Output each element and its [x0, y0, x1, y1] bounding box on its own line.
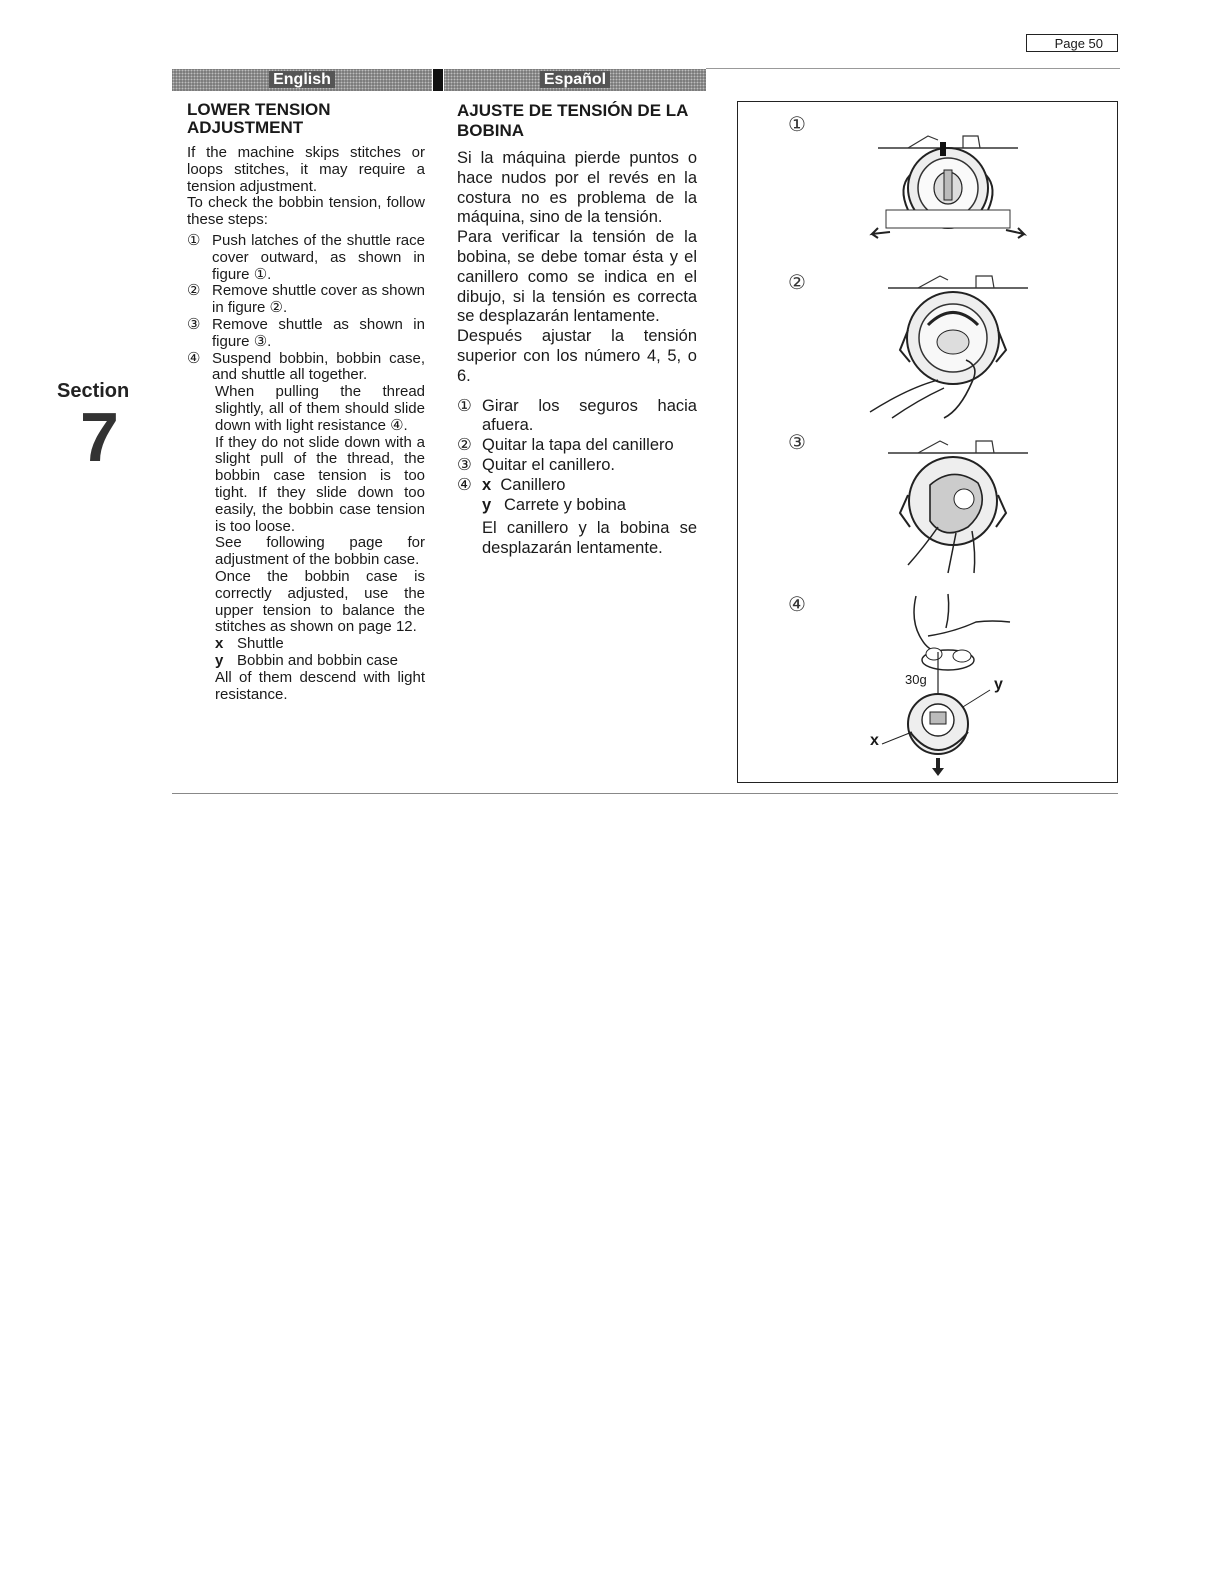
step-text — [482, 476, 697, 496]
spanish-steps — [457, 397, 697, 496]
figure-x-label: x — [870, 732, 879, 749]
step-text: Push latches of the shuttle race cover outward, as shown in figure ①. — [212, 231, 425, 283]
figure-label-1: ① — [788, 114, 806, 136]
english-para-2: If they do not slide down with a slight pull of the thread, the bobbin case tension is too tight. If they slide down too easily, the bobbin case tension is too loose. — [215, 433, 425, 535]
english-check: To check the bobbin tension, follow these steps: — [187, 194, 425, 229]
figure-panel — [737, 101, 1118, 783]
step-text: Girar los seguros hacia afuera. — [482, 396, 697, 435]
step-text: Remove shuttle cover as shown in figure ②. — [212, 282, 425, 317]
step-number: ④ — [187, 349, 201, 367]
step-number: ② — [187, 282, 201, 300]
english-para-5: All of them descend with light resistance. — [215, 668, 425, 703]
key-letter: y — [215, 651, 224, 669]
step-text: Quitar la tapa del canillero — [482, 436, 674, 455]
spanish-para-3: Después ajustar la tensión superior con los número 4, 5, o 6. — [457, 327, 697, 385]
figure-label-2: ② — [788, 272, 806, 294]
weight-label: 30g — [905, 672, 927, 687]
shuttle-cover-figure-2 — [848, 270, 1038, 420]
header-rule — [706, 68, 1120, 69]
spanish-note: El canillero y la bobina se desplazarán lentamente. — [482, 519, 697, 558]
tab-spanish — [444, 69, 706, 91]
figure-y-label: y — [994, 676, 1003, 693]
key-label: Shuttle — [237, 635, 284, 653]
key-letter: x — [482, 475, 492, 494]
key-letter: x — [215, 635, 224, 653]
english-title: LOWER TENSION ADJUSTMENT — [187, 100, 331, 137]
english-step-3 — [187, 317, 425, 351]
section-label: Section — [57, 380, 130, 402]
shuttle-race-figure-1 — [868, 130, 1028, 240]
section-number: 7 — [80, 398, 119, 476]
figure-label-3: ③ — [788, 432, 806, 454]
figure-label-4: ④ — [788, 594, 806, 616]
english-column — [187, 101, 425, 703]
step-number: ③ — [187, 315, 201, 333]
footer-rule — [172, 793, 1118, 794]
step-text: Remove shuttle as shown in figure ③. — [212, 315, 425, 350]
spanish-column — [457, 101, 697, 559]
spanish-para-1: Si la máquina pierde puntos o hace nudos por el revés en la costura no es problema de la máquina, sino de la tensión. — [457, 149, 697, 227]
step-number: ④ — [457, 475, 472, 494]
english-step-4 — [187, 351, 425, 385]
spanish-step-1 — [457, 397, 697, 437]
english-steps — [187, 233, 425, 384]
english-para-1: When pulling the thread slightly, all of them should slide down with light resistance ④. — [215, 383, 425, 434]
key-label: Carrete y bobina — [504, 495, 626, 514]
english-step-1 — [187, 233, 425, 283]
english-para-4: Once the bobbin case is correctly adjusted, use the upper tension to balance the stitches as shown on page 12. — [215, 567, 425, 636]
step-number: ① — [187, 231, 201, 249]
spanish-step-4 — [457, 476, 697, 496]
english-step-2 — [187, 283, 425, 317]
step-number: ① — [457, 396, 472, 415]
key-label: Canillero — [500, 475, 566, 494]
spanish-title: AJUSTE DE TENSIÓN DE LA BOBINA — [457, 101, 688, 140]
step-number: ③ — [457, 455, 472, 474]
english-key-x — [187, 636, 425, 653]
key-letter: y — [482, 495, 492, 514]
shuttle-removal-figure-3 — [868, 435, 1038, 575]
key-label: Bobbin and bobbin case — [237, 651, 398, 669]
page-number: Page 50 — [1026, 34, 1118, 52]
tab-english-label: English — [269, 71, 335, 88]
spanish-key-y — [457, 496, 697, 516]
step-text: Suspend bobbin, bobbin case, and shuttle all together. — [212, 349, 425, 384]
english-key-y — [187, 653, 425, 670]
spanish-para-2: Para verificar la tensión de la bobina, se debe tomar ésta y el canillero como se indica en el dibujo, si la tensión es correcta se desplazarán lentamente. — [457, 228, 697, 326]
step-number: ② — [457, 436, 472, 455]
english-intro: If the machine skips stitches or loops stitches, it may require a tension adjustment. — [187, 144, 425, 195]
tab-english — [172, 69, 432, 91]
tab-spanish-label: Español — [540, 71, 610, 88]
english-para-3: See following page for adjustment of the bobbin case. — [215, 534, 425, 569]
spanish-step-3 — [457, 456, 697, 476]
spanish-step-2 — [457, 436, 697, 456]
tab-separator — [433, 69, 443, 91]
step-text: Quitar el canillero. — [482, 455, 615, 474]
